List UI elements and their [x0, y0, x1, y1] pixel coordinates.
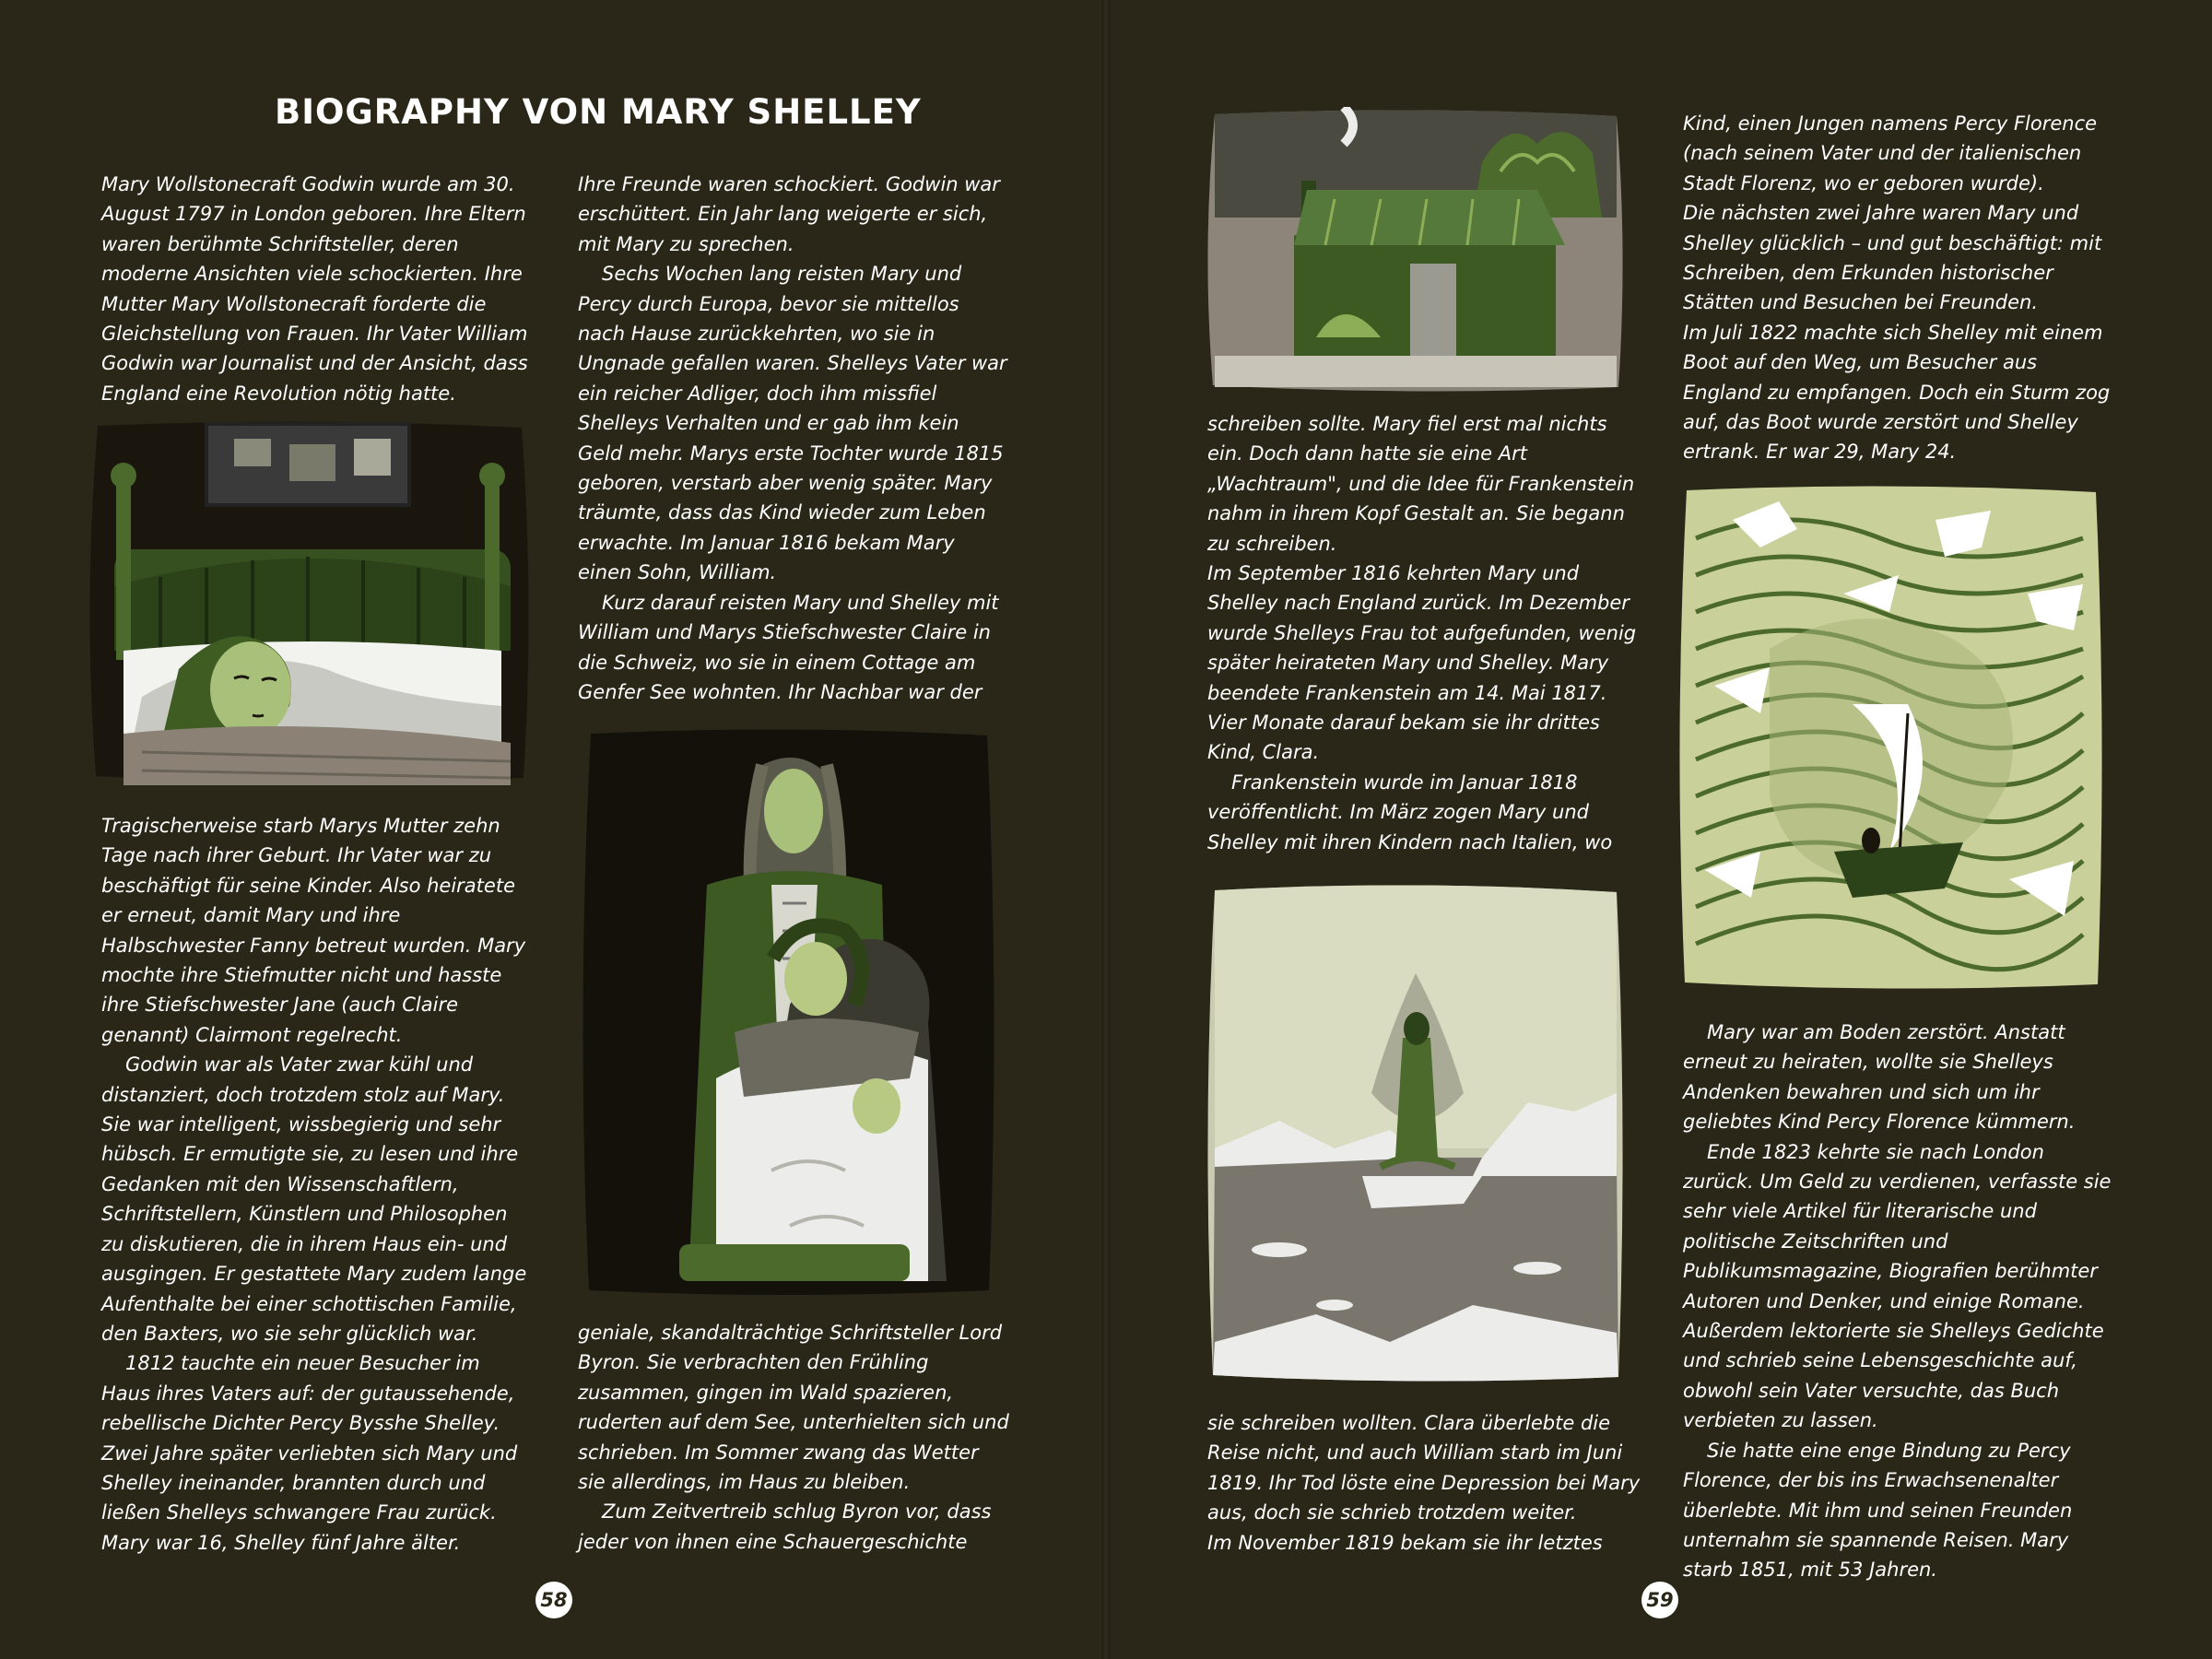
- paragraph: 1812 tauchte ein neuer Besucher im Haus ihres Vaters auf: der gutaussehende, rebellische Dichter Percy Bysshe Shelley. Zwei Jahre später verliebten sich Mary und Shelley ineinander, brannten durch und ließen Shelleys schwangere Frau zurück. Mary war 16, Shelley fünf Jahre älter.: [101, 1352, 518, 1554]
- paragraph: sie schreiben wollten. Clara überlebte die Reise nicht, und auch William starb im Juni 1819. Ihr Tod löste eine Depression bei Mary aus, doch sie schrieb trotzdem weiter.: [1207, 1412, 1641, 1524]
- paragraph: Frankenstein wurde im Januar 1818 veröffentlicht. Im März zogen Mary und Shelley mit ihren Kindern nach Italien, wo: [1207, 771, 1613, 853]
- illustration-mother-in-bed: [87, 420, 533, 785]
- paragraph: Im November 1819 bekam sie ihr letztes: [1207, 1531, 1603, 1554]
- paragraph: Sechs Wochen lang reisten Mary und Percy durch Europa, bevor sie mittellos nach Hause zurückkehrten, wo sie in Ungnade gefallen waren. Shelleys Vater war ein reicher Adliger, doch ihm missfiel Shelleys Verhalten und er gab ihm kein Geld mehr. Marys erste Tochter wurde 1815 geboren, verstarb aber wenig später. Mary träumte, dass das Kind wieder zum Leben erwachte. Im Januar 1816 bekam Mary einen Sohn, William.: [578, 263, 1007, 584]
- illustration-family-portrait: [578, 728, 998, 1298]
- column-4-bottom: [1683, 1018, 2120, 1585]
- column-2-top: [578, 170, 1009, 707]
- paragraph: Kurz darauf reisten Mary und Shelley mit William und Marys Stiefschwester Claire in die Schweiz, wo sie in einem Cottage am Genfer See wohnten. Ihr Nachbar war der: [578, 591, 999, 703]
- paragraph: geniale, skandalträchtige Schriftsteller Lord Byron. Sie verbrachten den Frühling zusammen, gingen im Wald spazieren, ruderten auf dem See, unterhielten sich und schrieben. Im Sommer zwang das Wetter sie allerdings, im Haus zu bleiben.: [578, 1322, 1009, 1494]
- paragraph: Die nächsten zwei Jahre waren Mary und Shelley glücklich – und gut beschäftigt: mit Schreiben, dem Erkunden historischer Stätten und Besuchen bei Freunden.: [1683, 202, 2102, 314]
- illustration-cottage: [1206, 107, 1626, 394]
- page-title: BIOGRAPHY VON MARY SHELLEY: [275, 92, 922, 132]
- paragraph: schreiben sollte. Mary fiel erst mal nichts ein. Doch dann hatte sie eine Art „Wachtraum", und die Idee für Frankenstein nahm in ihrem Kopf Gestalt an. Sie begann zu schreiben.: [1207, 413, 1635, 555]
- paragraph: Zum Zeitvertreib schlug Byron vor, dass jeder von ihnen eine Schauergeschichte: [578, 1500, 992, 1553]
- book-gutter: [1101, 0, 1111, 1659]
- paragraph: Im September 1816 kehrten Mary und Shelley nach England zurück. Im Dezember wurde Shelleys Frau tot aufgefunden, wenig später heirateten Mary und Shelley. Mary beendete Frankenstein am 14. Mai 1817. Vier Monate darauf bekam sie ihr drittes Kind, Clara.: [1207, 562, 1637, 764]
- paragraph: Ihre Freunde waren schockiert. Godwin war erschüttert. Ein Jahr lang weigerte er sich, mit Mary zu sprechen.: [578, 173, 1000, 255]
- column-1-bottom: [101, 811, 533, 1558]
- illustration-creature-on-ice: [1206, 881, 1626, 1384]
- column-3-bottom: [1207, 1408, 1641, 1558]
- column-1-top: [101, 170, 533, 408]
- paragraph: Tragischerweise starb Marys Mutter zehn Tage nach ihrer Geburt. Ihr Vater war zu beschäftigt für seine Kinder. Also heiratete er erneut, damit Mary und ihre Halbschwester Fanny betreut wurden. Mary mochte ihre Stiefmutter nicht und hasste ihre Stiefschwester Jane (auch Claire genannt) Clairmont regelrecht.: [101, 815, 526, 1046]
- page-number-left: 58: [535, 1582, 572, 1618]
- paragraph: Ende 1823 kehrte sie nach London zurück. Um Geld zu verdienen, verfasste sie sehr viele Artikel für literarische und politische Zeitschriften und Publikumsmagazine, Biografien berühmter Autoren und Denker, und einige Romane. Außerdem lektorierte sie Shelleys Gedichte und schrieb seine Lebensgeschichte auf, obwohl sein Vater versuchte, das Buch verbieten zu lassen.: [1683, 1140, 2112, 1432]
- illustration-storm-at-sea: [1677, 483, 2105, 992]
- page-number-right: 59: [1641, 1582, 1678, 1618]
- paragraph: Mary Wollstonecraft Godwin wurde am 30. August 1797 in London geboren. Ihre Eltern waren berühmte Schriftsteller, deren moderne Ansichten viele schockierten. Ihre Mutter Mary Wollstonecraft forderte die Gleichstellung von Frauen. Ihr Vater William Godwin war Journalist und der Ansicht, dass England eine Revolution nötig hatte.: [101, 173, 528, 405]
- paragraph: Kind, einen Jungen namens Percy Florence (nach seinem Vater und der italienischen Stadt Florenz, wo er geboren wurde).: [1683, 112, 2098, 194]
- paragraph: Im Juli 1822 machte sich Shelley mit einem Boot auf den Weg, um Besucher aus England zu empfangen. Doch ein Sturm zog auf, das Boot wurde zerstört und Shelley ertrank. Er war 29, Mary 24.: [1683, 321, 2111, 464]
- paragraph: Sie hatte eine enge Bindung zu Percy Florence, der bis ins Erwachsenenalter überlebte. Mit ihm und seinen Freunden unternahm sie spannende Reisen. Mary starb 1851, mit 53 Jahren.: [1683, 1439, 2073, 1582]
- column-2-bottom: [578, 1318, 1009, 1557]
- column-4-top: [1683, 109, 2120, 467]
- paragraph: Mary war am Boden zerstört. Anstatt erneut zu heiraten, wollte sie Shelleys Andenken bewahren und sich um ihr geliebtes Kind Percy Florence kümmern.: [1683, 1021, 2076, 1134]
- column-3-middle: [1207, 409, 1641, 857]
- paragraph: Godwin war als Vater zwar kühl und distanziert, doch trotzdem stolz auf Mary. Sie war intelligent, wissbegierig und sehr hübsch. Er ermutigte sie, zu lesen und ihre Gedanken mit den Wissenschaftlern, Schriftstellern, Künstlern und Philosophen zu diskutieren, die in ihrem Haus ein- und ausgingen. Er gestattete Mary zudem lange Aufenthalte bei einer schottischen Familie, den Baxters, wo sie sehr glücklich war.: [101, 1053, 527, 1345]
